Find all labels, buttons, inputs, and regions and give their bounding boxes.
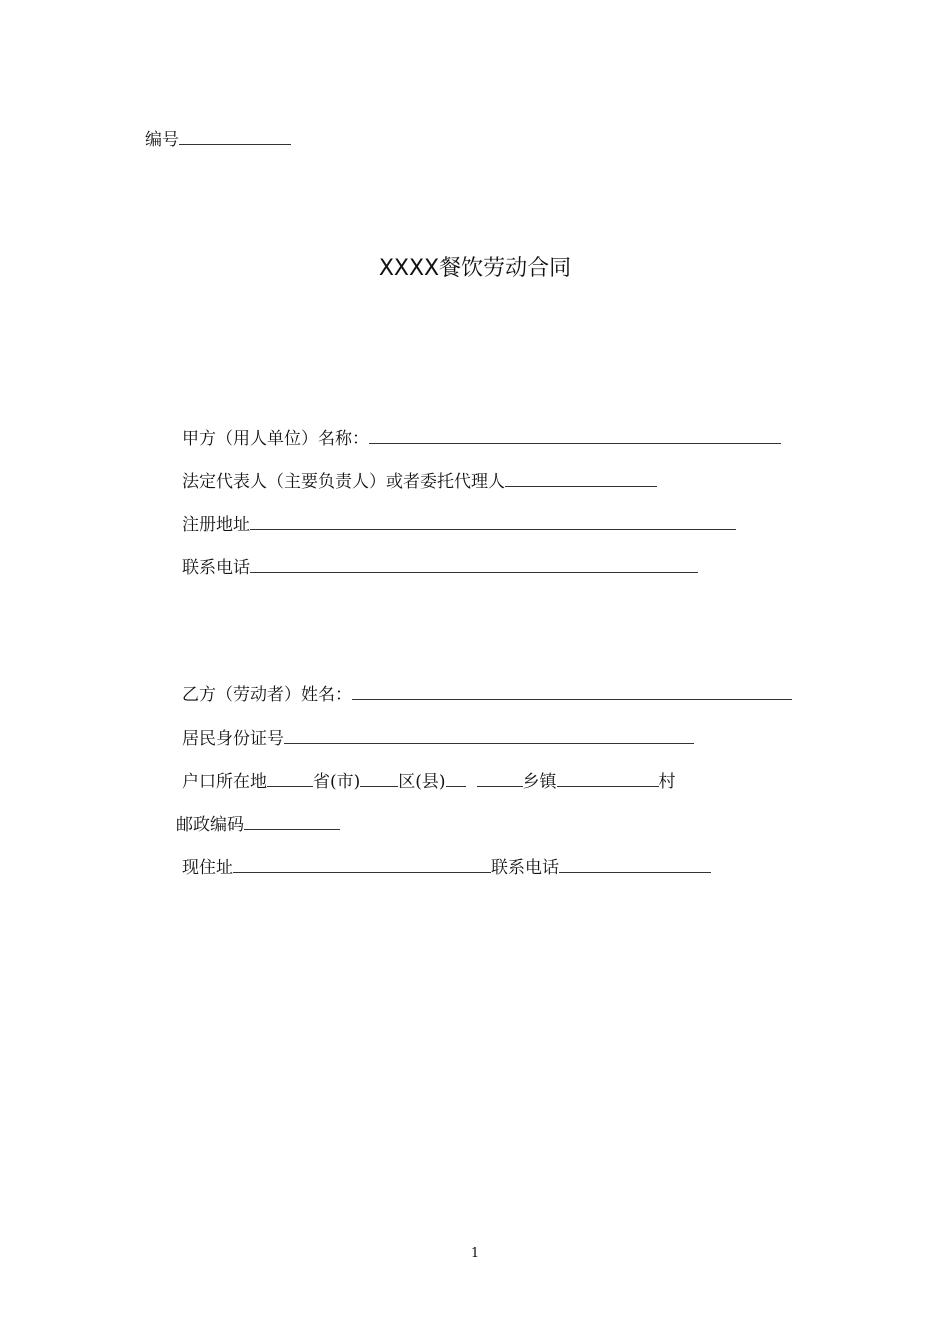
party-a-name-label: 甲方（用人单位）名称： (182, 429, 369, 449)
hukou-province-label: 省(市) (313, 772, 361, 792)
party-a-representative-field[interactable] (505, 470, 657, 487)
page-number: 1 (470, 1246, 480, 1261)
party-b-name-label: 乙方（劳动者）姓名： (182, 685, 352, 705)
party-a-representative-row (182, 470, 657, 493)
serial-number-row (145, 128, 291, 151)
party-a-address-label: 注册地址 (182, 515, 250, 535)
party-a-address-row (182, 513, 736, 536)
hukou-province-field[interactable] (267, 770, 313, 787)
party-b-phone-label: 联系电话 (491, 858, 559, 878)
party-b-current-address-field[interactable] (233, 856, 491, 873)
party-b-name-row (182, 683, 792, 706)
party-a-address-field[interactable] (250, 513, 736, 530)
party-b-id-label: 居民身份证号 (182, 729, 284, 749)
party-b-hukou-label: 户口所在地 (182, 772, 267, 792)
party-a-representative-label: 法定代表人（主要负责人）或者委托代理人 (182, 472, 505, 492)
hukou-village-label: 村 (658, 772, 676, 792)
party-b-name-field[interactable] (352, 683, 792, 700)
hukou-district-label: 区(县) (398, 772, 446, 792)
serial-number-label: 编号 (145, 130, 179, 150)
party-b-postal-label: 邮政编码 (176, 815, 244, 835)
document-title: XXXX餐饮劳动合同 (378, 256, 572, 281)
serial-number-field[interactable] (179, 128, 291, 145)
party-b-postal-field[interactable] (244, 813, 340, 830)
party-b-current-address-row (182, 856, 711, 879)
party-b-id-field[interactable] (284, 727, 694, 744)
party-b-postal-row (176, 813, 340, 836)
hukou-township-label: 乡镇 (522, 772, 557, 792)
party-a-name-row (182, 427, 781, 450)
party-b-phone-field[interactable] (559, 856, 711, 873)
hukou-district-field[interactable] (360, 770, 398, 787)
party-b-id-row (182, 727, 694, 750)
party-a-name-field[interactable] (369, 427, 781, 444)
party-b-hukou-row (182, 770, 676, 793)
party-a-phone-row (182, 556, 698, 579)
party-a-phone-field[interactable] (250, 556, 698, 573)
hukou-township-field[interactable] (477, 770, 523, 787)
party-b-current-address-label: 现住址 (182, 858, 233, 878)
party-a-phone-label: 联系电话 (182, 558, 250, 578)
hukou-village-field[interactable] (557, 770, 659, 787)
hukou-district-extra-field[interactable] (446, 770, 466, 787)
